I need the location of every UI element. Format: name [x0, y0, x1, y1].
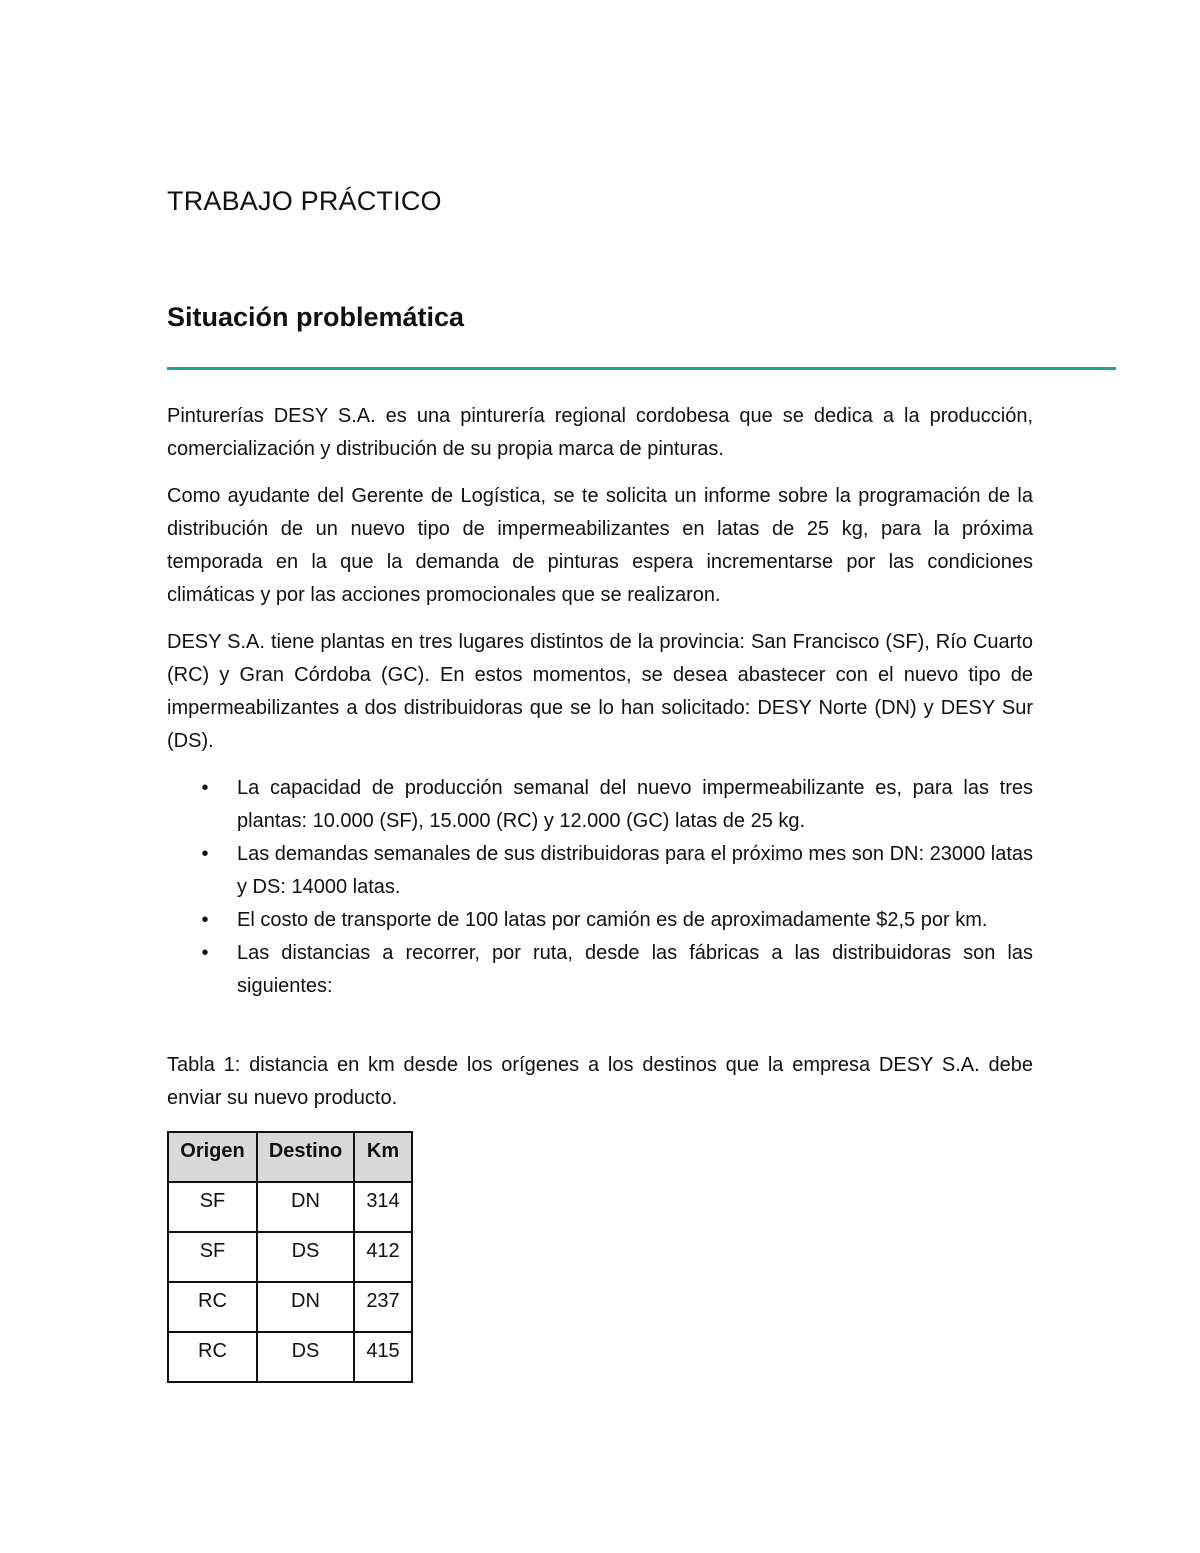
bullet-text: Las distancias a recorrer, por ruta, desde las fábricas a las distribuidoras son las siguientes:	[237, 942, 1033, 997]
cell-km: 412	[354, 1232, 412, 1282]
paragraph-plants: DESY S.A. tiene plantas en tres lugares distintos de la provincia: San Francisco (SF), Río Cuarto (RC) y Gran Córdoba (GC). En estos momentos, se desea abastecer con el nuevo tipo de impermeabilizantes a dos distribuidoras que se lo han solicitado: DESY Norte (DN) y DESY Sur (DS).	[167, 631, 1033, 752]
bullet-icon: •	[201, 942, 209, 964]
paragraph-request: Como ayudante del Gerente de Logística, se te solicita un informe sobre la programación de la distribución de un nuevo tipo de impermeabilizantes en latas de 25 kg, para la próxima temporada en la que la demanda de pinturas espera incrementarse por las condiciones climáticas y por las acciones promocionales que se realizaron.	[167, 485, 1033, 606]
section-heading: Situación problemática	[167, 302, 465, 332]
cell-origen: RC	[168, 1332, 257, 1382]
table-row	[168, 1182, 412, 1232]
cell-origen: RC	[168, 1282, 257, 1332]
bullet-item	[167, 904, 1033, 937]
cell-destino: DS	[257, 1232, 354, 1282]
header-km: Km	[354, 1132, 412, 1182]
document-title: TRABAJO PRÁCTICO	[167, 186, 442, 216]
bullet-icon: •	[201, 843, 209, 865]
header-origen: Origen	[168, 1132, 257, 1182]
bullet-list	[167, 772, 1033, 1003]
bullet-text: La capacidad de producción semanal del nuevo impermeabilizante es, para las tres plantas: 10.000 (SF), 15.000 (RC) y 12.000 (GC) latas de 25 kg.	[237, 777, 1033, 832]
cell-km: 314	[354, 1182, 412, 1232]
cell-origen: SF	[168, 1232, 257, 1282]
bullet-icon: •	[201, 909, 209, 931]
bullet-item	[167, 772, 1033, 838]
distance-table	[167, 1131, 413, 1383]
cell-km: 415	[354, 1332, 412, 1382]
bullet-text: Las demandas semanales de sus distribuidoras para el próximo mes son DN: 23000 latas y DS: 14000 latas.	[237, 843, 1033, 898]
bullet-item	[167, 937, 1033, 1003]
heading-rule	[167, 367, 1116, 370]
cell-destino: DN	[257, 1182, 354, 1232]
bullet-icon: •	[201, 777, 209, 799]
bullet-text: El costo de transporte de 100 latas por camión es de aproximadamente $2,5 por km.	[237, 909, 988, 931]
table-row	[168, 1232, 412, 1282]
header-destino: Destino	[257, 1132, 354, 1182]
cell-destino: DS	[257, 1332, 354, 1382]
document-body	[167, 400, 1033, 1383]
cell-km: 237	[354, 1282, 412, 1332]
bullet-item	[167, 838, 1033, 904]
cell-origen: SF	[168, 1182, 257, 1232]
paragraph-intro: Pinturerías DESY S.A. es una pinturería regional cordobesa que se dedica a la producción, comercialización y distribución de su propia marca de pinturas.	[167, 405, 1033, 460]
table-header-row	[168, 1132, 412, 1182]
table-row	[168, 1282, 412, 1332]
table-caption: Tabla 1: distancia en km desde los orígenes a los destinos que la empresa DESY S.A. debe enviar su nuevo producto.	[167, 1054, 1033, 1109]
table-row	[168, 1332, 412, 1382]
cell-destino: DN	[257, 1282, 354, 1332]
